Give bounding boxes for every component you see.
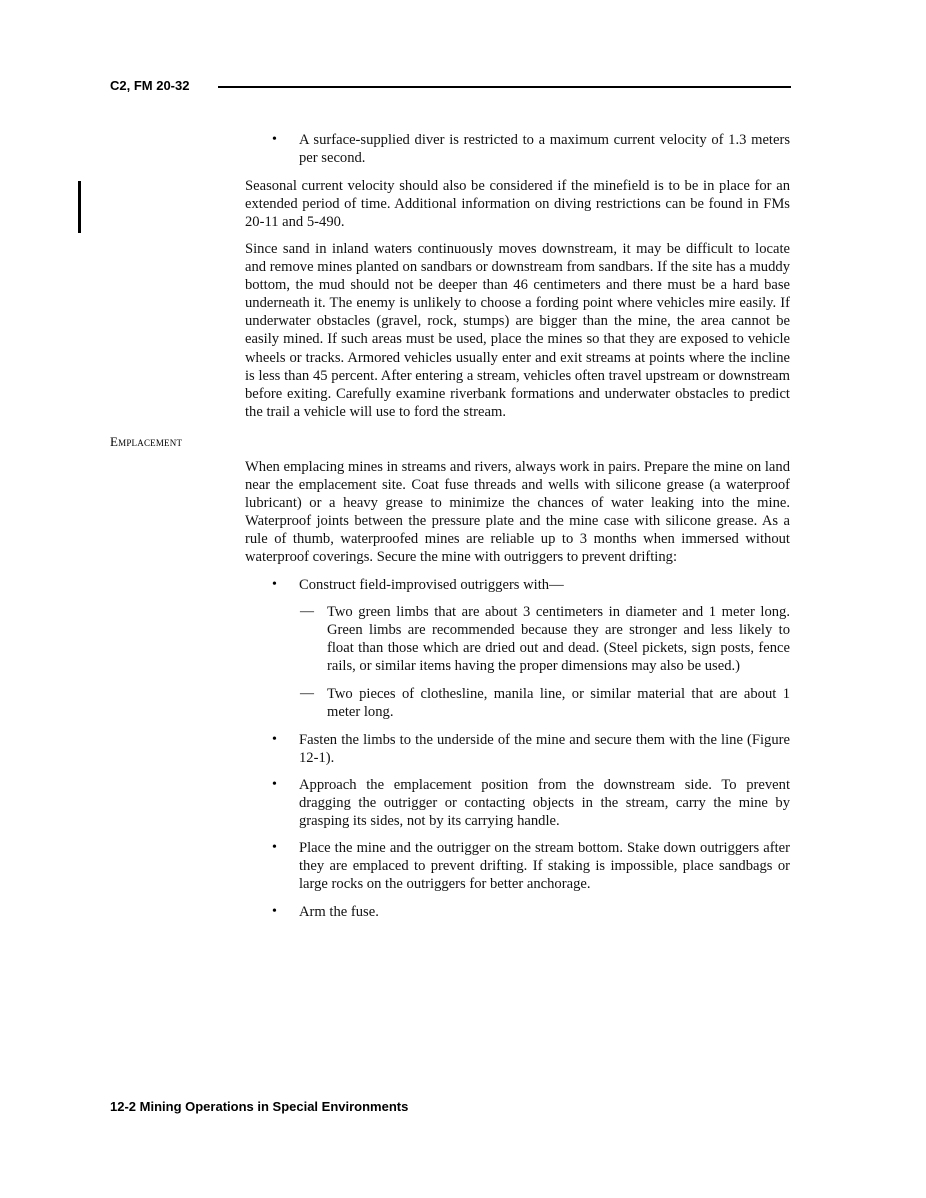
- header-rule: [218, 86, 791, 88]
- bullet-construct-text: Construct field-improvised outriggers with—: [299, 577, 564, 593]
- running-header: C2, FM 20-32: [110, 78, 190, 93]
- dash-symbol: —: [300, 604, 314, 619]
- bullet-symbol: •: [272, 777, 277, 792]
- paragraph-sand: Since sand in inland waters continuously moves downstream, it may be difficult to locate and remove mines planted on sandbars or downstream from sandbars. If the site has a muddy bottom, the mud should not be deeper than 46 centimeters and there must be a hard base underneath it. The enemy is unlikely to choose a fording point where vehicles mire easily. If underwater obstacles (gravel, rock, stumps) are bigger than the mine, the area cannot be easily mined. If such areas must be used, place the mines so that they are exposed to vehicle wheels or tracks. Armored vehicles usually enter and exit streams at points where the incline is less than 45 percent. After entering a stream, vehicles often travel upstream or downstream before exiting. Carefully examine riverbank formations and underwater obstacles to predict the trail a vehicle will use to ford the stream.: [245, 241, 790, 420]
- bullet-arm-text: Arm the fuse.: [299, 904, 379, 920]
- dash-symbol: —: [300, 686, 314, 701]
- bullet-approach-text: Approach the emplacement position from the downstream side. To prevent dragging the outrigger or contacting objects in the stream, carry the mine by grasping its sides, not by its carrying handle.: [299, 777, 790, 830]
- dash-limbs-text: Two green limbs that are about 3 centimeters in diameter and 1 meter long. Green limbs are recommended because they are stronger and less likely to float than those which are dried out and dead. (Steel pickets, sign posts, fence rails, or similar items having the proper dimensions may also be used.): [327, 604, 790, 675]
- dash-line-text: Two pieces of clothesline, manila line, or similar material that are about 1 meter long.: [327, 686, 790, 721]
- change-bar: [78, 181, 81, 233]
- bullet-symbol: •: [272, 577, 277, 592]
- bullet-symbol: •: [272, 132, 277, 147]
- bullet-symbol: •: [272, 732, 277, 747]
- running-footer: 12-2 Mining Operations in Special Environments: [110, 1099, 409, 1114]
- bullet-place-text: Place the mine and the outrigger on the stream bottom. Stake down outriggers after they are emplaced to prevent drifting. If staking is impossible, place sandbags or large rocks on the outriggers for better anchorage.: [299, 840, 790, 893]
- paragraph-seasonal: Seasonal current velocity should also be considered if the minefield is to be in place for an extended period of time. Additional information on diving restrictions can be found in FMs 20-11 and 5-490.: [245, 178, 790, 231]
- bullet-diver-text: A surface-supplied diver is restricted to a maximum current velocity of 1.3 meters per second.: [299, 132, 790, 167]
- bullet-symbol: •: [272, 904, 277, 919]
- section-heading: Emplacement: [110, 434, 183, 449]
- bullet-fasten-text: Fasten the limbs to the underside of the mine and secure them with the line (Figure 12-1).: [299, 732, 790, 767]
- bullet-symbol: •: [272, 840, 277, 855]
- paragraph-emplacing: When emplacing mines in streams and rivers, always work in pairs. Prepare the mine on land near the emplacement site. Coat fuse threads and wells with silicone grease (a waterproof lubricant) or a heavy grease to minimize the chances of water leaking into the mine. Waterproof joints between the pressure plate and the mine case with silicone grease. As a rule of thumb, waterproofed mines are reliable up to 3 months when immersed without waterproof coverings. Secure the mine with outriggers to prevent drifting:: [245, 459, 790, 566]
